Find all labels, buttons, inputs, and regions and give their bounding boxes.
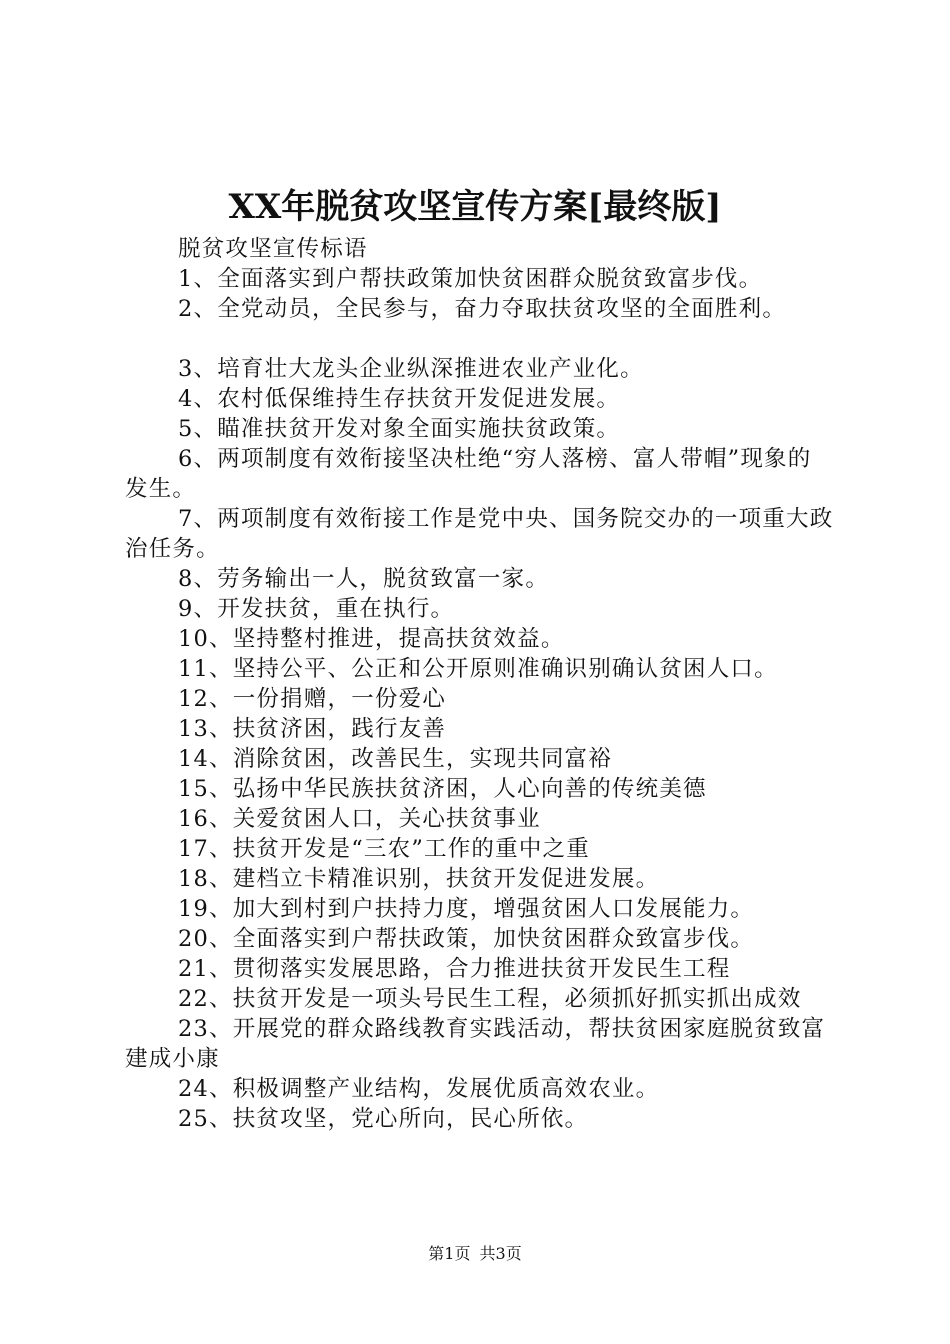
slogan-item: 7、两项制度有效衔接工作是党中央、国务院交办的一项重大政治任务。 (125, 506, 834, 562)
slogan-item: 24、积极调整产业结构，发展优质高效农业。 (178, 1076, 660, 1102)
slogan-item: 5、瞄准扶贫开发对象全面实施扶贫政策。 (178, 416, 621, 442)
slogan-item: 10、坚持整村推进，提高扶贫效益。 (178, 626, 565, 652)
page-footer (0, 1242, 950, 1266)
slogan-item: 21、贯彻落实发展思路，合力推进扶贫开发民生工程 (178, 956, 731, 982)
slogan-item: 19、加大到村到户扶持力度，增强贫困人口发展能力。 (178, 896, 755, 922)
slogan-item: 3、培育壮大龙头企业纵深推进农业产业化。 (178, 356, 644, 382)
slogan-item: 20、全面落实到户帮扶政策，加快贫困群众致富步伐。 (178, 926, 755, 952)
slogan-item: 22、扶贫开发是一项头号民生工程，必须抓好抓实抓出成效 (178, 986, 802, 1012)
slogan-item: 11、坚持公平、公正和公开原则准确识别确认贫困人口。 (178, 656, 778, 682)
slogan-item: 12、一份捐赠，一份爱心 (178, 686, 447, 712)
slogan-item: 13、扶贫济困，践行友善 (178, 716, 447, 742)
document-title: XX年脱贫攻坚宣传方案[最终版] (228, 187, 722, 227)
slogan-item: 8、劳务输出一人，脱贫致富一家。 (178, 566, 550, 592)
slogan-item: 15、弘扬中华民族扶贫济困，人心向善的传统美德 (178, 776, 707, 802)
page-total: 共3页 (479, 1244, 522, 1263)
blank-line (125, 324, 835, 354)
slogan-item: 17、扶贫开发是“三农”工作的重中之重 (178, 836, 590, 862)
slogan-item: 16、关爱贫困人口，关心扶贫事业 (178, 806, 541, 832)
slogan-item: 23、开展党的群众路线教育实践活动，帮扶贫困家庭脱贫致富建成小康 (125, 1016, 826, 1072)
document-body (125, 234, 835, 1134)
slogan-item: 4、农村低保维持生存扶贫开发促进发展。 (178, 386, 621, 412)
slogan-item: 1、全面落实到户帮扶政策加快贫困群众脱贫致富步伐。 (178, 266, 763, 292)
slogan-item: 2、全党动员，全民参与，奋力夺取扶贫攻坚的全面胜利。 (178, 296, 787, 322)
slogan-item: 6、两项制度有效衔接坚决杜绝“穷人落榜、富人带帽”现象的发生。 (125, 446, 812, 502)
page-number: 第1页 (428, 1244, 471, 1263)
slogan-item: 18、建档立卡精准识别，扶贫开发促进发展。 (178, 866, 660, 892)
slogan-item: 14、消除贫困，改善民生，实现共同富裕 (178, 746, 612, 772)
slogan-item: 25、扶贫攻坚，党心所向，民心所依。 (178, 1106, 589, 1132)
section-heading: 脱贫攻坚宣传标语 (178, 236, 368, 262)
slogan-item: 9、开发扶贫，重在执行。 (178, 596, 455, 622)
